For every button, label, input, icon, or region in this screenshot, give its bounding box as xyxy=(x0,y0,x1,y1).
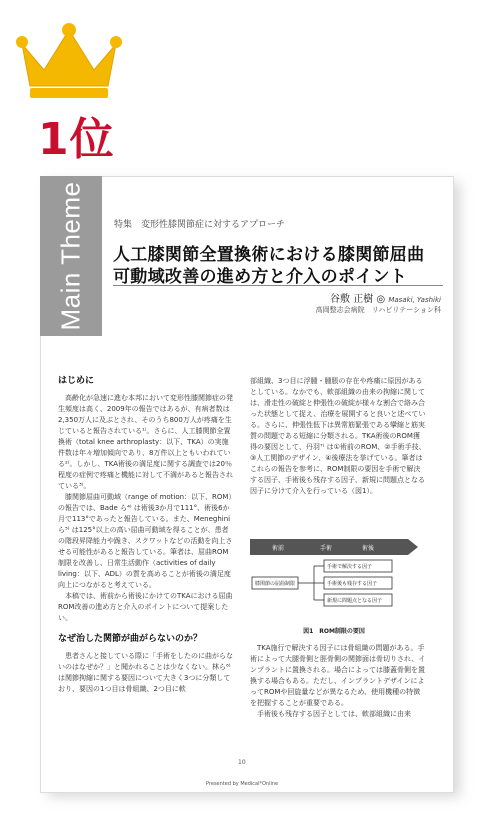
phase-op: 手術 xyxy=(320,545,333,552)
paragraph: 手術後も残存する因子としては、軟部組織に由来 xyxy=(250,710,411,718)
paragraph: 本稿では、術前から術後にかけてのTKAにおける屈曲ROM改善の進め方と介入のポイントについて提案したい。 xyxy=(58,592,233,622)
article-title-line2: 可動域改善の進め方と介入のポイント xyxy=(113,267,408,287)
column-left xyxy=(58,376,234,695)
figure-rom-factors xyxy=(250,539,418,621)
paragraph: 膝関節屈曲可動域（range of motion：以下、ROM）の報告では、Bade ら⁴⁾ は術後3か月で111°、術後6か月で113°であったと報告している。また、Meneghini ら⁵⁾ は125°以上の高い屈曲可動域を得ることが、患者の階段昇降能力や跪き、スクワットなどの活動を向上させる可能性があると報告している。筆者は、屈曲ROM制限を改善し、日常生活動作（activities of daily living：以下、ADL）の質を高めることが術後の満足度向上につながると考えている。 xyxy=(58,493,233,589)
paragraph: 部組織、3つ目に浮腫・腫脹の存在や疼痛に原因があるとしている。なかでも、軟部組織の由来の拘縮に関しては、滑走性の破綻と伸張性の破綻が様々な割合で絡み合った状態として捉え、治療を展開すると良いと述べている。さらに、伸張性低下は異常筋緊張である攣縮と筋実質の問題である短縮に分類される。TKA術後のROM獲得の要因として、丹羽⁷⁾ は①術前のROM、②手術手技、③人工関節のデザイン、④後療法を挙げている。筆者はこれらの報告を参考に、ROM制限の要因を手術で解決する因子、手術後も残存する因子、新規に問題点となる因子に分けて介入を行っている（図1）。 xyxy=(250,377,426,495)
phase-pre: 術前 xyxy=(272,545,285,552)
factor-box-1: 手術で解決する因子 xyxy=(327,564,373,570)
author-name: 谷敷 正樹 xyxy=(330,294,374,305)
main-theme-label: Main Theme xyxy=(55,181,86,331)
article-title-line1: 人工膝関節全置換術における膝関節屈曲 xyxy=(113,245,425,265)
feature-tagline: 特集 変形性膝関節症に対するアプローチ xyxy=(114,220,286,230)
left-box-label: 膝関節の屈曲制限 xyxy=(255,581,296,587)
figure-caption: 図1 ROM制限の要因 xyxy=(303,628,365,635)
crown-icon xyxy=(14,22,124,100)
section-heading-why: なぜ治した関節が曲がらないのか？ xyxy=(58,634,203,644)
author-line: 谷敷 正樹 ◎ Masaki, Yashiki xyxy=(330,294,441,305)
paragraph: 患者さんと接している際に「手術をしたのに曲がらないのはなぜか？」と聞かれることは少なくない。林ら⁶⁾ は関節拘縮に関する要因について大きく3つに分類しており、要因の1つ目は骨組織、2つ目に軟 xyxy=(58,652,233,693)
rank-label: 1位 xyxy=(38,114,115,165)
column-right xyxy=(250,376,426,497)
phase-post: 術後 xyxy=(362,545,375,552)
paragraph: 高齢化が急速に進む本邦において変形性膝関節症の発生頻度は高く、2009年の報告ではあるが、有病者数は2,350万人に及ぶとされ、そのうち800万人が疼痛を生じていると報告されている¹⁾。さらに、人工膝関節全置換術（total knee arthroplasty：以下、TKA）の実施件数は年々増加傾向であり、8万件以上ともいわれている²⁾。しかし、TKA術後の満足度に関する調査では20％程度の症例で疼痛と機能に対して不満があると報告されている³⁾。 xyxy=(58,394,233,490)
page-number: 10 xyxy=(238,759,246,766)
title-divider xyxy=(113,285,443,286)
factor-box-3: 新規に問題点となる因子 xyxy=(327,598,383,604)
factor-box-2: 手術後も残存する因子 xyxy=(327,581,378,587)
section-heading-intro: はじめに xyxy=(58,376,95,386)
column-right-lower xyxy=(250,643,426,720)
paragraph: TKA施行で解決する因子には骨組織の問題がある。手術によって大腿骨側と脛骨側の関節面は骨切りされ、インプラントに置換される。場合によっては膝蓋骨側を置換する場合もある。ただし、インプラントデザインによってROMや回旋量などが異なるため、使用機種の特徴を把握することが重要である。 xyxy=(250,644,426,707)
author-romaji: Masaki, Yashiki xyxy=(388,296,441,304)
author-affiliation: 高岡整志会病院 リハビリテーション科 xyxy=(315,306,441,314)
presented-by: Presented by Medical*Online xyxy=(206,781,279,787)
